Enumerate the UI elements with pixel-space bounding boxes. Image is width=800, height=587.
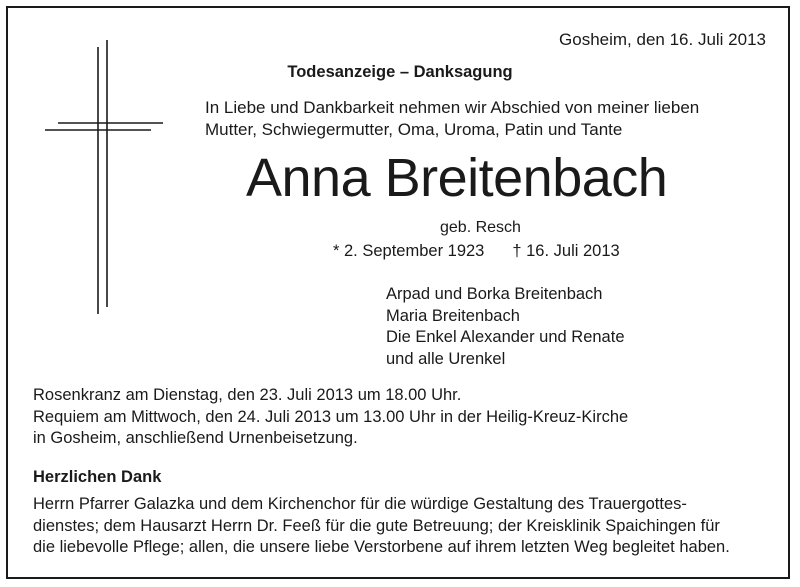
family-mourners xyxy=(386,284,766,370)
thanks-line: Herrn Pfarrer Galazka und dem Kirchenchor für die würdige Gestaltung des Trauergottes- xyxy=(33,495,687,513)
intro-line: In Liebe und Dankbarkeit nehmen wir Abschied von meiner lieben xyxy=(205,98,700,117)
service-details xyxy=(33,385,773,450)
mourner-line: Maria Breitenbach xyxy=(386,306,520,325)
thanks-line: dienstes; dem Hausarzt Herrn Dr. Feeß für die gute Betreuung; der Kreisklinik Spaichingen für xyxy=(33,516,720,535)
intro-text xyxy=(205,97,725,141)
thanks-text xyxy=(33,494,778,559)
service-line: in Gosheim, anschließend Urnenbeisetzung. xyxy=(33,429,358,447)
maiden-name: geb. Resch xyxy=(440,219,521,236)
notice-heading: Todesanzeige – Danksagung xyxy=(287,63,513,81)
mourner-line: und alle Urenkel xyxy=(386,349,506,368)
service-line: Requiem am Mittwoch, den 24. Juli 2013 um 13.00 Uhr in der Heilig-Kreuz-Kirche xyxy=(33,407,629,426)
birth-date: * 2. September 1923 xyxy=(333,242,485,260)
intro-line: Mutter, Schwiegermutter, Oma, Uroma, Patin und Tante xyxy=(205,120,623,139)
thanks-heading: Herzlichen Dank xyxy=(33,468,162,486)
mourner-line: Die Enkel Alexander und Renate xyxy=(386,328,625,346)
life-dates xyxy=(333,242,620,261)
mourner-line: Arpad und Borka Breitenbach xyxy=(386,285,603,303)
service-line: Rosenkranz am Dienstag, den 23. Juli 2013 um 18.00 Uhr. xyxy=(33,386,462,404)
thanks-line: die liebevolle Pflege; allen, die unsere liebe Verstorbene auf ihrem letzten Weg begleitet haben. xyxy=(33,538,730,556)
place-date: Gosheim, den 16. Juli 2013 xyxy=(559,30,766,49)
death-date: † 16. Juli 2013 xyxy=(512,242,620,260)
deceased-name: Anna Breitenbach xyxy=(246,148,668,208)
